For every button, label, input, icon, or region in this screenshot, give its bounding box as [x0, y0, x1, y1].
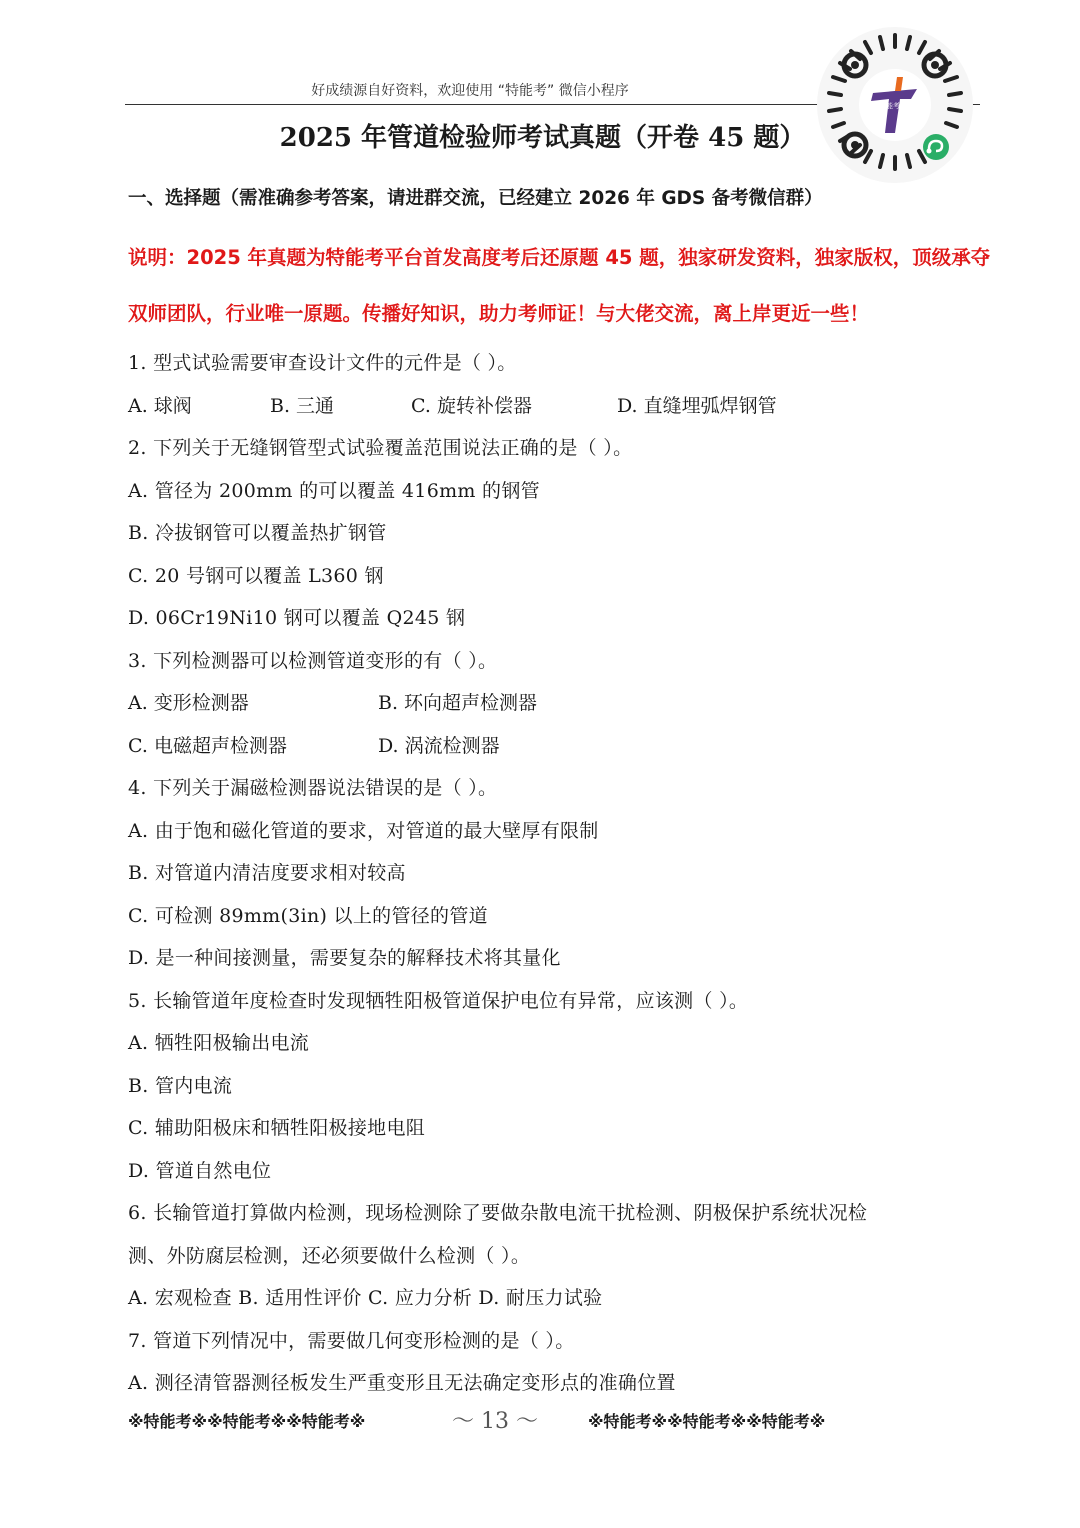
question-4-stem: 4. 下列关于漏磁检测器说法错误的是（ ）。	[128, 777, 498, 799]
question-1-stem: 1. 型式试验需要审查设计文件的元件是（ ）。	[128, 352, 517, 374]
qr-logo-text: 特能考	[879, 102, 900, 110]
question-2-option-b: B. 冷拔钢管可以覆盖热扩钢管	[128, 522, 387, 544]
question-2-option-c: C. 20 号钢可以覆盖 L360 钢	[128, 565, 384, 587]
question-4-option-d: D. 是一种间接测量，需要复杂的解释技术将其量化	[128, 947, 561, 969]
question-5-stem: 5. 长输管道年度检查时发现牺牲阳极管道保护电位有异常，应该测（ ）。	[128, 990, 749, 1012]
question-1-option-b: B. 三通	[270, 395, 335, 417]
section-heading: 一、选择题（需准确参考答案，请进群交流，已经建立 2026 年 GDS 备考微信群）	[128, 188, 823, 209]
question-7-stem: 7. 管道下列情况中，需要做几何变形检测的是（ ）。	[128, 1330, 575, 1352]
notice-line-2: 双师团队，行业唯一原题。传播好知识，助力考师证！与大佬交流，离上岸更近一些！	[128, 302, 870, 325]
question-5-option-d: D. 管道自然电位	[128, 1160, 272, 1182]
question-2-option-a: A. 管径为 200mm 的可以覆盖 416mm 的钢管	[128, 480, 540, 502]
question-2-option-d: D. 06Cr19Ni10 钢可以覆盖 Q245 钢	[128, 607, 466, 629]
qr-code-icon[interactable]	[815, 25, 975, 185]
page-number: ～ 13 ～	[452, 1409, 538, 1434]
question-3-option-c: C. 电磁超声检测器	[128, 735, 287, 757]
question-6-stem-line-1: 6. 长输管道打算做内检测，现场检测除了要做杂散电流干扰检测、阴极保护系统状况检	[128, 1202, 868, 1224]
question-3-option-d: D. 涡流检测器	[378, 735, 500, 757]
question-2-stem: 2. 下列关于无缝钢管型式试验覆盖范围说法正确的是（ ）。	[128, 437, 633, 459]
question-1-option-c: C. 旋转补偿器	[411, 395, 532, 417]
question-4-option-c: C. 可检测 89mm(3in) 以上的管径的管道	[128, 905, 488, 927]
question-4-option-a: A. 由于饱和磁化管道的要求，对管道的最大壁厚有限制	[128, 820, 599, 842]
question-6-options: A. 宏观检查 B. 适用性评价 C. 应力分析 D. 耐压力试验	[128, 1287, 603, 1309]
header-note: 好成绩源自好资料，欢迎使用 “特能考” 微信小程序	[311, 83, 629, 99]
page-title: 2025 年管道检验师考试真题（开卷 45 题）	[279, 123, 806, 153]
question-5-option-c: C. 辅助阳极床和牺牲阳极接地电阻	[128, 1117, 426, 1139]
question-3-stem: 3. 下列检测器可以检测管道变形的有（ ）。	[128, 650, 498, 672]
question-1-option-d: D. 直缝埋弧焊钢管	[617, 395, 777, 417]
question-5-option-b: B. 管内电流	[128, 1075, 233, 1097]
notice-line-1: 说明：2025 年真题为特能考平台首发高度考后还原题 45 题，独家研发资料，独家版权，顶级承夺	[128, 246, 991, 269]
footer-watermark-right: ※特能考※※特能考※※特能考※	[588, 1412, 826, 1431]
question-4-option-b: B. 对管道内清洁度要求相对较高	[128, 862, 406, 884]
footer-watermark-left: ※特能考※※特能考※※特能考※	[128, 1412, 366, 1431]
question-3-option-b: B. 环向超声检测器	[378, 692, 538, 714]
question-6-stem-line-2: 测、外防腐层检测，还必须要做什么检测（ ）。	[128, 1245, 531, 1267]
question-3-option-a: A. 变形检测器	[128, 692, 249, 714]
question-7-option-a: A. 测径清管器测径板发生严重变形且无法确定变形点的准确位置	[128, 1372, 676, 1394]
question-5-option-a: A. 牺牲阳极输出电流	[128, 1032, 310, 1054]
question-1-option-a: A. 球阀	[128, 395, 192, 417]
